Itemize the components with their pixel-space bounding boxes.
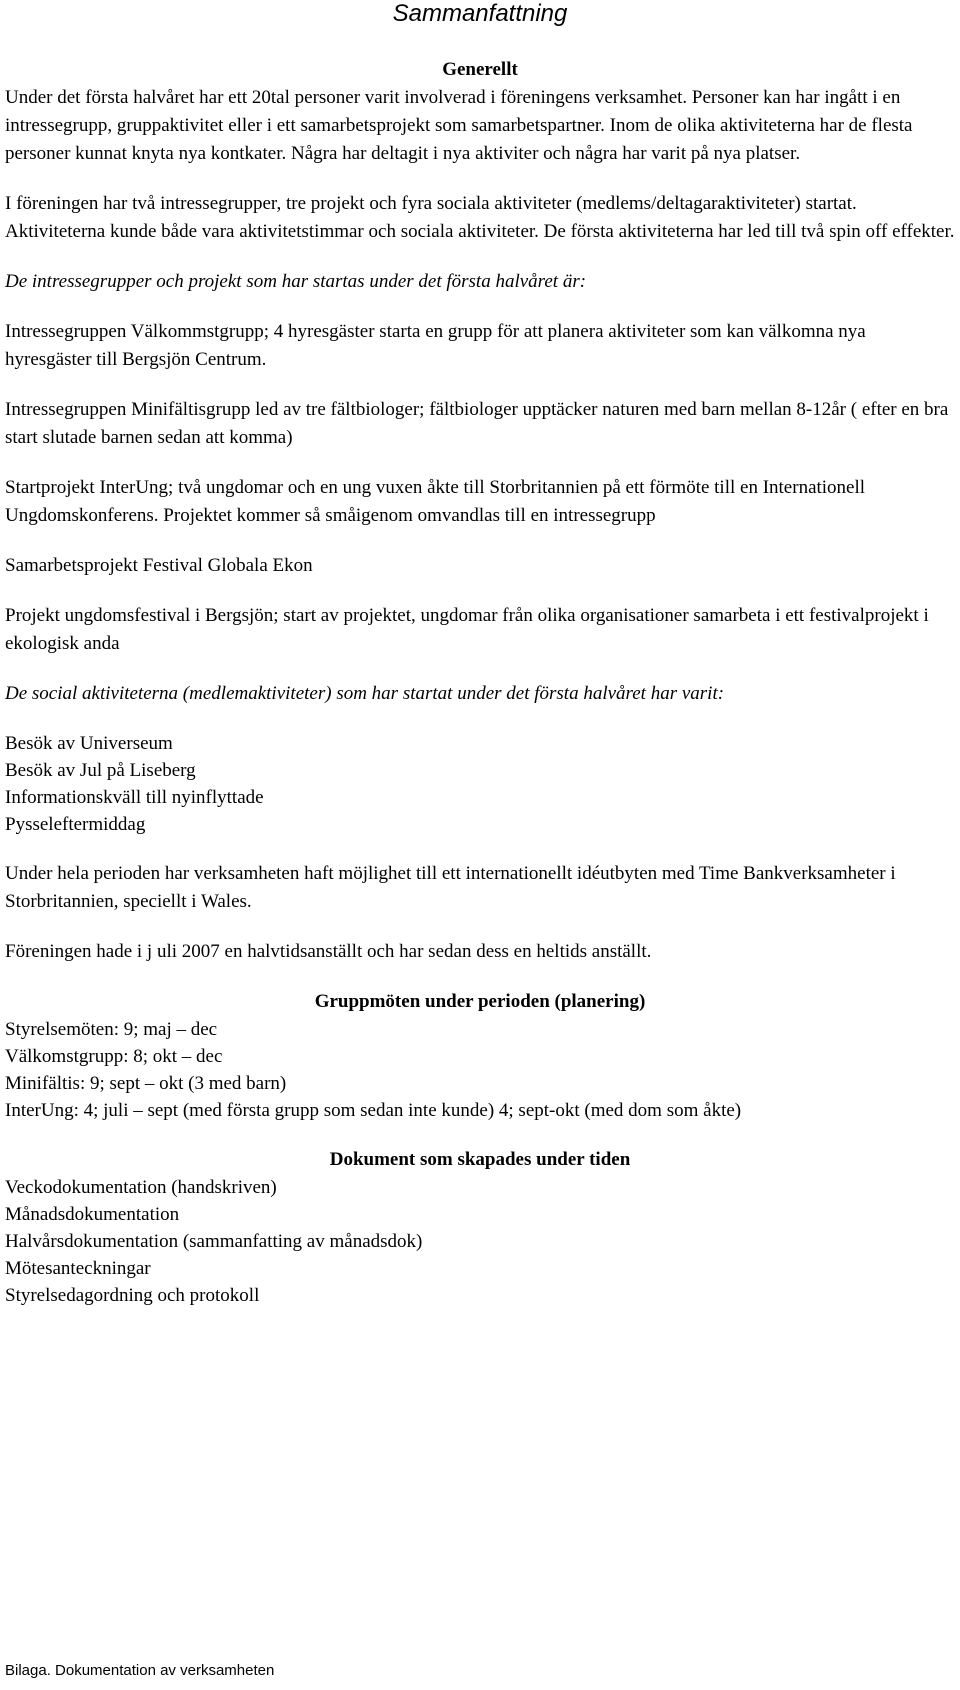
paragraph-staff: Föreningen hade i j uli 2007 en halvtidsanställt och har sedan dess en heltids anställt.	[5, 941, 652, 962]
list-item: Informationskväll till nyinflyttade	[5, 787, 264, 808]
list-item: Styrelsemöten: 9; maj – dec	[5, 1019, 218, 1040]
meetings-list	[5, 1016, 955, 1124]
group-item: Intressegruppen Minifältisgrupp led av tre fältbiologer; fältbiologer upptäcker naturen med barn mellan 8-12år ( efter en bra start slutade barnen sedan att komma)	[5, 399, 949, 448]
list-item: Månadsdokumentation	[5, 1204, 180, 1225]
groups-heading: De intressegrupper och projekt som har startas under det första halvåret är:	[5, 271, 587, 292]
heading-generellt: Generellt	[442, 59, 518, 80]
paragraph-intro: I föreningen har två intressegrupper, tre projekt och fyra sociala aktiviteter (medlems/deltagaraktiviteter) startat. Aktiviteterna kunde både vara aktivitetstimmar och sociala aktiviteter. De första aktiviteterna har led till två spin off effekter.	[5, 193, 955, 242]
list-item: InterUng: 4; juli – sept (med första grupp som sedan inte kunde) 4; sept-okt (med dom som åkte)	[5, 1100, 742, 1121]
group-item: Samarbetsprojekt Festival Globala Ekon	[5, 555, 313, 576]
social-heading: De social aktiviteterna (medlemaktiviteter) som har startat under det första halvåret har varit:	[5, 683, 725, 704]
documents-list	[5, 1174, 955, 1309]
paragraph-exchange: Under hela perioden har verksamheten haft möjlighet till ett internationellt idéutbyten med Time Bankverksamheter i Storbritannien, speciellt i Wales.	[5, 863, 896, 912]
paragraph-generellt: Under det första halvåret har ett 20tal personer varit involverad i föreningens verksamhet. Personer kan har ingått i en intressegrupp, gruppaktivitet eller i ett samarbetsprojekt som samarbetspartner. Inom de olika aktiviteterna har de flesta personer kunnat knyta nya kontkater. Några har deltagit i nya aktiviter och några har varit på nya platser.	[5, 87, 913, 164]
document-body	[5, 56, 955, 1309]
list-item: Mötesanteckningar	[5, 1258, 151, 1279]
group-item: Startprojekt InterUng; två ungdomar och en ung vuxen åkte till Storbritannien på ett förmöte till en Internationell Ungdomskonferens. Projektet kommer så småigenom omvandlas till en intressegrupp	[5, 477, 866, 526]
social-activity-list	[5, 730, 955, 838]
heading-meetings: Gruppmöten under perioden (planering)	[314, 991, 646, 1012]
list-item: Veckodokumentation (handskriven)	[5, 1177, 277, 1198]
list-item: Besök av Universeum	[5, 733, 173, 754]
group-item: Intressegruppen Välkommstgrupp; 4 hyresgäster starta en grupp för att planera aktiviteter som kan välkomna nya hyresgäster till Bergsjön Centrum.	[5, 321, 866, 370]
page-footer: Bilaga. Dokumentation av verksamheten	[5, 1662, 275, 1679]
list-item: Minifältis: 9; sept – okt (3 med barn)	[5, 1073, 287, 1094]
list-item: Pysseleftermiddag	[5, 814, 146, 835]
list-item: Besök av Jul på Liseberg	[5, 760, 196, 781]
group-item: Projekt ungdomsfestival i Bergsjön; start av projektet, ungdomar från olika organisationer samarbeta i ett festivalprojekt i ekologisk anda	[5, 605, 929, 654]
list-item: Halvårsdokumentation (sammanfatting av månadsdok)	[5, 1231, 423, 1252]
document-title: Sammanfattning	[392, 0, 568, 27]
list-item: Välkomstgrupp: 8; okt – dec	[5, 1046, 223, 1067]
heading-documents: Dokument som skapades under tiden	[329, 1149, 631, 1170]
list-item: Styrelsedagordning och protokoll	[5, 1285, 260, 1306]
